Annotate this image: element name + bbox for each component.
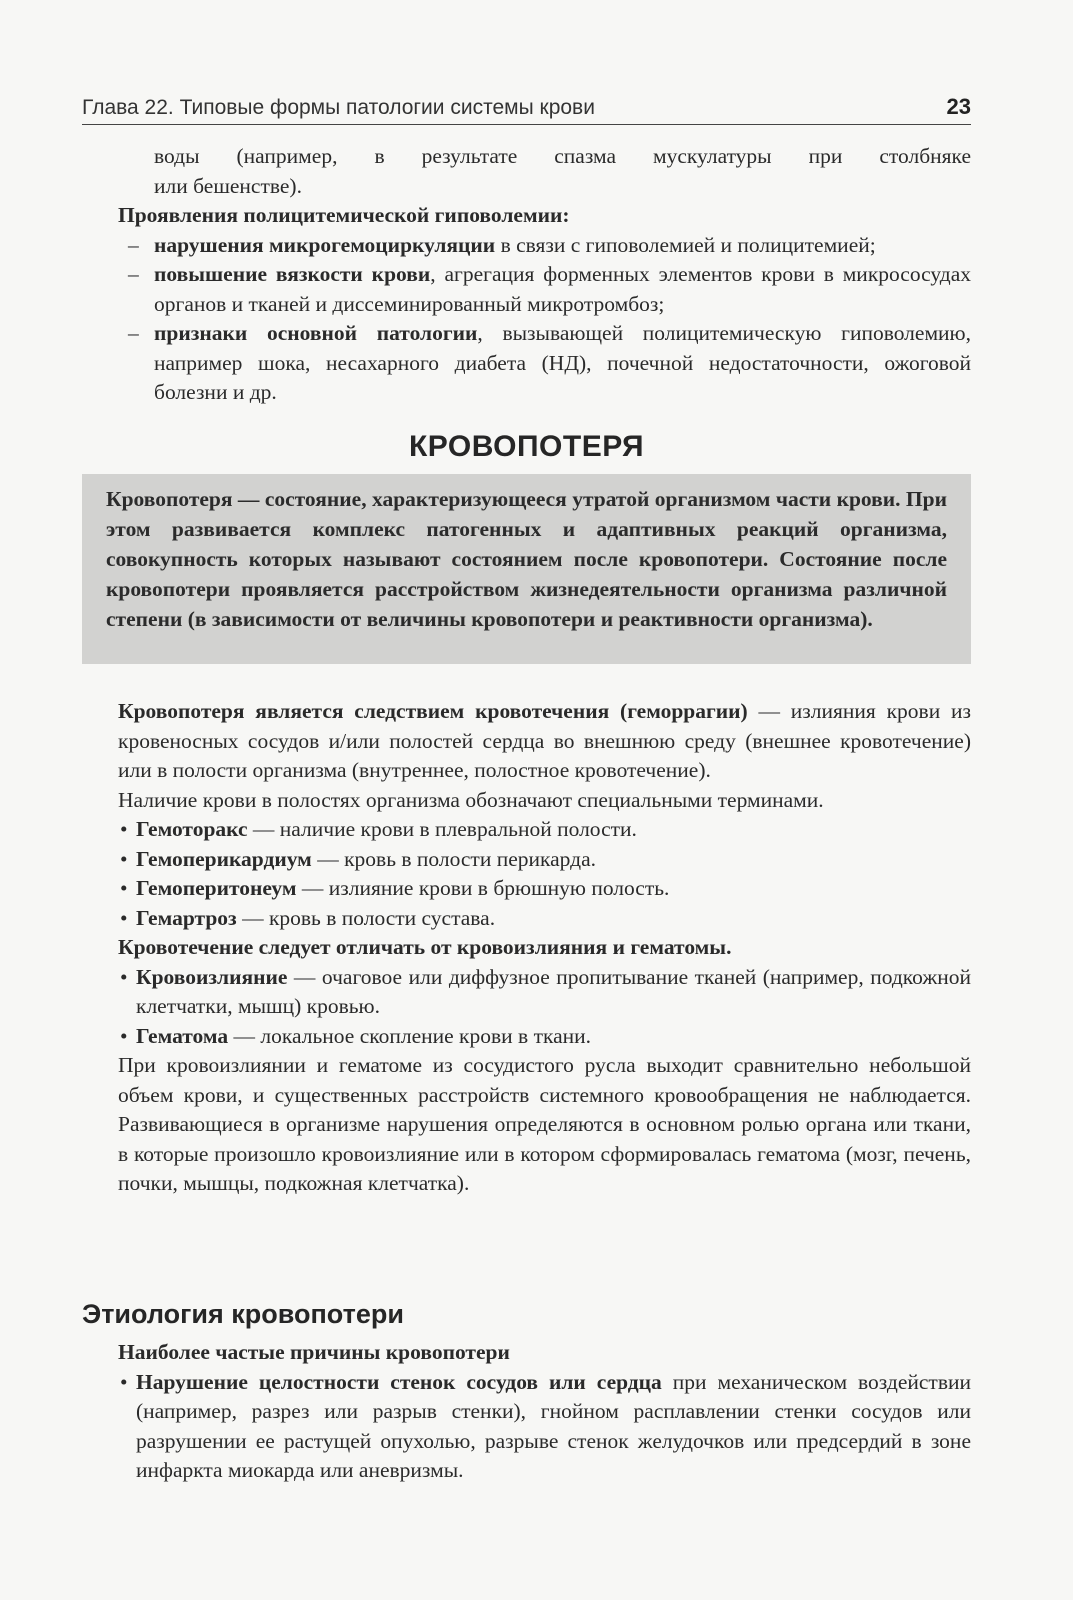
bullet-marker: • (120, 905, 128, 930)
cause-item (82, 1368, 971, 1486)
cause-text: при механическом воздействии (например, разрез или разрыв стенки), гнойном расплавлении стенки сосудов или разрушении ее растущей опухолью, разрыве стенок желудочков или предсердий в зоне инфаркта миокарда или аневризмы. (136, 1369, 971, 1482)
bullet-marker: • (120, 1369, 128, 1394)
term-item (82, 874, 971, 904)
list-item (82, 260, 971, 319)
term-name: Гемоперикардиум (136, 846, 312, 871)
term-item (82, 963, 971, 1022)
definition-box (82, 474, 971, 664)
running-header (82, 90, 971, 125)
causes-heading-text: Наиболее частые причины кровопотери (118, 1340, 510, 1364)
term-text: — кровь в полости сустава. (236, 905, 496, 930)
term-text: — наличие крови в плевральной полости. (247, 817, 637, 841)
cause-name: Нарушение целостности стенок сосудов или сердца (136, 1369, 662, 1394)
continuation-line-1: воды (например, в результате спазма мускулатуры при столбняке (154, 144, 971, 168)
bullet-marker: • (120, 964, 128, 989)
bullet-marker: • (120, 846, 128, 871)
paragraph-2: Наличие крови в полостях организма обозначают специальными терминами. (118, 787, 824, 812)
bullet-marker: • (120, 1023, 128, 1048)
continuation-line-2: или бешенстве). (154, 173, 302, 198)
term-text: — очаговое или диффузное пропитывание тканей (например, подкожной клетчатки, мышц) кровью. (136, 964, 971, 1018)
dash-marker: – (128, 321, 139, 345)
list-item-text: , агрегация форменных элементов крови в микрососудах органов и тканей и диссеминированный микротромбоз; (154, 262, 972, 316)
term-name: Кровоизлияние (136, 964, 288, 989)
causes-heading (82, 1338, 971, 1368)
bullet-marker: • (120, 817, 128, 841)
paragraph-1 (82, 697, 971, 786)
term-text: — излияние крови в брюшную полость. (296, 876, 670, 900)
term-name: Гемартроз (136, 905, 237, 930)
term-item (82, 845, 971, 875)
dash-marker: – (128, 232, 139, 257)
causes-block (82, 1338, 971, 1486)
list-item (82, 231, 971, 261)
manifestations-heading (82, 201, 971, 231)
subsection-title: Этиология кровопотери (82, 1299, 404, 1329)
distinguish-heading-text: Кровотечение следует отличать от кровоизлияния и гематомы. (118, 935, 732, 959)
term-item (82, 815, 971, 845)
term-name: Гемоторакс (136, 817, 248, 841)
page-number: 23 (946, 94, 971, 119)
list-item-term: повышение вязкости крови (154, 262, 431, 286)
term-item (82, 904, 971, 934)
list-item-term: нарушения микрогемоциркуляции (154, 232, 496, 257)
term-name: Гемоперитонеум (136, 876, 297, 900)
list-item-text: в связи с гиповолемией и полицитемией; (495, 232, 876, 257)
paragraph-1-lead: Кровопотеря является следствием кровотечения (геморрагии) (118, 699, 748, 723)
term-text: — локальное скопление крови в ткани. (228, 1023, 592, 1048)
dash-marker: – (128, 262, 139, 286)
list-item-term: признаки основной патологии (154, 321, 478, 345)
definition-text: Кровопотеря — состояние, характеризующееся утратой организмом части крови. При этом развивается комплекс патогенных и адаптивных реакций организма, совокупность которых называют состоянием после кровопотери. Состояние после кровопотери проявляется расстройством жизнедеятельности организма различной степени (в зависимости от величины кровопотери и реактивности организма). (106, 487, 947, 631)
term-name: Гематома (136, 1023, 229, 1048)
section-title: КРОВОПОТЕРЯ (408, 430, 645, 463)
list-item (82, 319, 971, 408)
paragraph-3: При кровоизлиянии и гематоме из сосудистого русла выходит сравнительно небольшой объем крови, и существенных расстройств системного кровообращения не наблюдается. Развивающиеся в организме нарушения определяются в основном ролью органа или ткани, в которые произошло кровоизлияние или в котором сформировалась гематома (мозг, печень, почки, мышцы, подкожная клетчатка). (118, 1053, 971, 1195)
term-item (82, 1022, 971, 1052)
distinguish-heading (82, 933, 971, 963)
paragraph-1-text: — излияния крови из кровеносных сосудов и/или полостей сердца во внешнюю среду (внешнее кровотечение) или в полости организма (внутреннее, полостное кровотечение). (118, 699, 971, 782)
top-block (82, 142, 971, 408)
list-item-text: , вызывающей полицитемическую гиповолемию, например шока, несахарного диабета (НД), почечной недостаточности, ожоговой болезни и др. (154, 321, 971, 404)
body-block (82, 697, 971, 1199)
term-text: — кровь в полости перикарда. (311, 846, 596, 871)
manifestations-heading-text: Проявления полицитемической гиповолемии: (118, 203, 570, 227)
bullet-marker: • (120, 876, 128, 900)
chapter-title: Глава 22. Типовые формы патологии системы крови (82, 96, 595, 119)
